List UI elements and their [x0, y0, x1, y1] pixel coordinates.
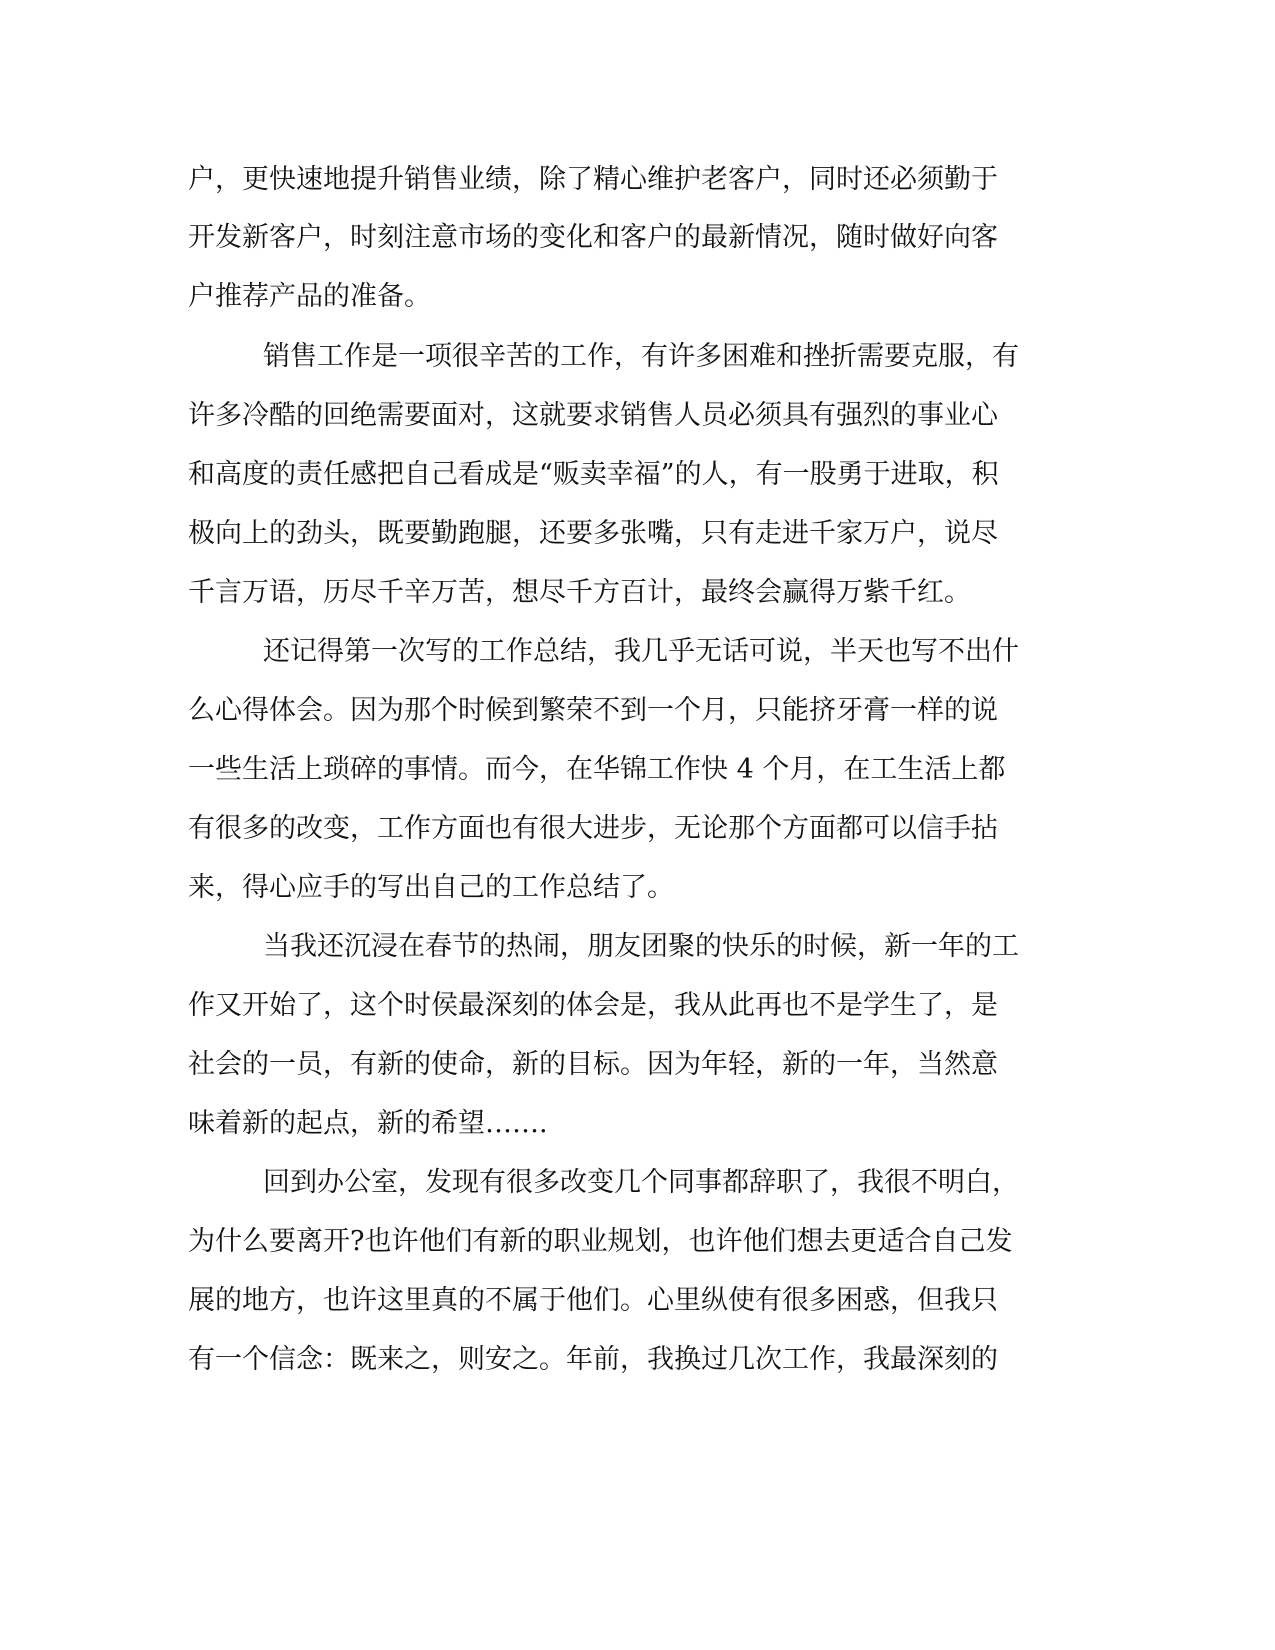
paragraph-line: 有很多的改变，工作方面也有很大进步，无论那个方面都可以信手拈	[188, 813, 998, 844]
paragraph-first-line: 当我还沉浸在春节的热闹，朋友团聚的快乐的时候，新一年的工	[263, 931, 1019, 962]
paragraph-line: 极向上的劲头，既要勤跑腿，还要多张嘴，只有走进千家万户，说尽	[188, 518, 998, 549]
paragraph-line: 一些生活上琐碎的事情。而今，在华锦工作快 4 个月，在工生活上都	[188, 754, 1006, 785]
paragraph-line: 许多冷酷的回绝需要面对，这就要求销售人员必须具有强烈的事业心	[188, 400, 998, 431]
paragraph-line: 开发新客户，时刻注意市场的变化和客户的最新情况，随时做好向客	[188, 222, 998, 253]
paragraph-first-line: 回到办公室，发现有很多改变几个同事都辞职了，我很不明白，	[263, 1167, 1019, 1198]
paragraph-line: 来，得心应手的写出自己的工作总结了。	[188, 872, 674, 903]
paragraph-line: 为什么要离开?也许他们有新的职业规划，也许他们想去更适合自己发	[188, 1226, 1013, 1257]
paragraph-line: 作又开始了，这个时侯最深刻的体会是，我从此再也不是学生了，是	[188, 990, 998, 1021]
paragraph-line: 展的地方，也许这里真的不属于他们。心里纵使有很多困惑，但我只	[188, 1285, 998, 1316]
paragraph-line: 和高度的责任感把自己看成是“贩卖幸福”的人，有一股勇于进取，积	[188, 459, 999, 490]
paragraph-line: 么心得体会。因为那个时候到繁荣不到一个月，只能挤牙膏一样的说	[188, 695, 998, 726]
paragraph-line: 户，更快速地提升销售业绩，除了精心维护老客户，同时还必须勤于	[188, 164, 998, 195]
paragraph-line: 千言万语，历尽千辛万苦，想尽千方百计，最终会赢得万紫千红。	[188, 577, 971, 608]
paragraph-first-line: 还记得第一次写的工作总结，我几乎无话可说，半天也写不出什	[263, 636, 1019, 667]
paragraph-line: 有一个信念：既来之，则安之。年前，我换过几次工作，我最深刻的	[188, 1344, 998, 1375]
paragraph-first-line: 销售工作是一项很辛苦的工作，有许多困难和挫折需要克服，有	[263, 341, 1019, 372]
paragraph-line: 味着新的起点，新的希望…….	[188, 1108, 548, 1139]
paragraph-line: 户推荐产品的准备。	[188, 281, 431, 312]
paragraph-line: 社会的一员，有新的使命，新的目标。因为年轻，新的一年，当然意	[188, 1049, 998, 1080]
